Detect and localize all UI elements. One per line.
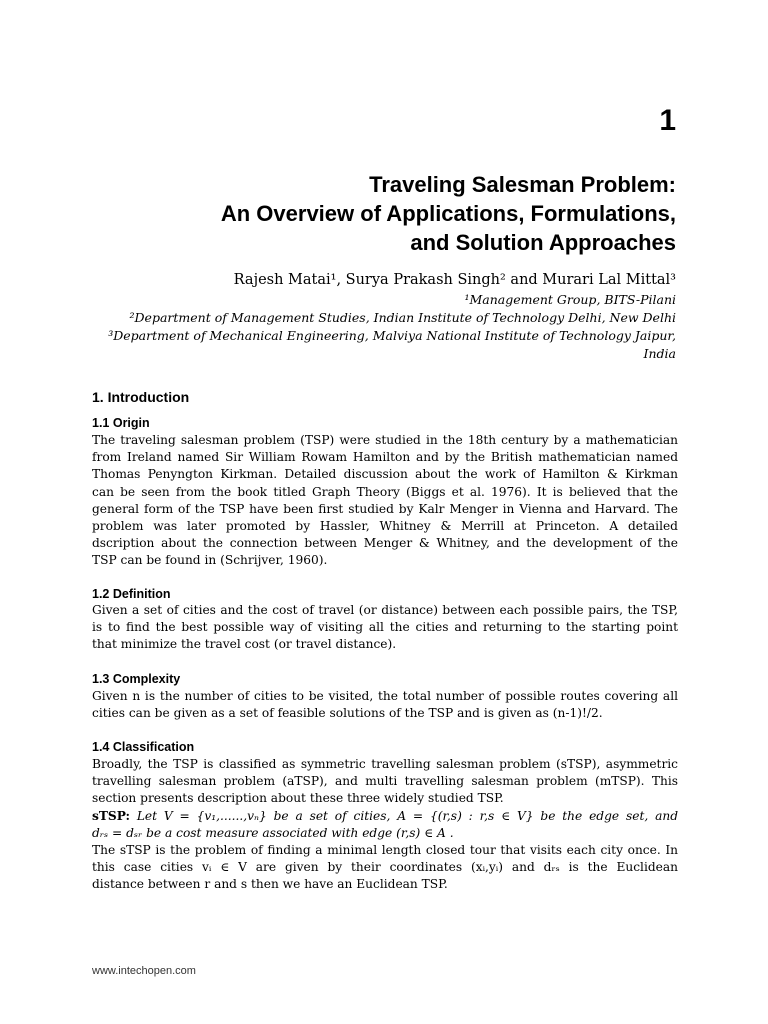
footer-url[interactable]: www.intechopen.com bbox=[92, 965, 196, 977]
paragraph-definition bbox=[92, 602, 678, 654]
stsp-label: sTSP: bbox=[92, 808, 130, 823]
text-line: can be seen from the book titled Graph Theory (Biggs et al. 1976). It is believed that the bbox=[92, 484, 678, 499]
paragraph-classification bbox=[92, 756, 678, 894]
text-line: Given n is the number of cities to be visited, the total number of possible routes covering all bbox=[92, 689, 678, 703]
title-line: Traveling Salesman Problem: bbox=[369, 172, 676, 197]
subsection-heading-complexity: 1.3 Complexity bbox=[92, 672, 181, 686]
text-line: Thomas Penyngton Kirkman. Detailed discussion about the work of Hamilton & Kirkman bbox=[92, 467, 678, 482]
text-line: section presents description about these three widely studied TSP. bbox=[92, 791, 504, 806]
subsection-heading-classification: 1.4 Classification bbox=[92, 740, 195, 754]
text-line: this case cities vᵢ ∈ V are given by their coordinates (xᵢ,yᵢ) and dᵣₛ is the Euclidean bbox=[92, 860, 678, 875]
affiliations bbox=[36, 291, 676, 363]
paragraph-origin bbox=[92, 432, 678, 570]
text-line: distance between r and s then we have an Euclidean TSP. bbox=[92, 877, 448, 892]
text-line: Broadly, the TSP is classified as symmetric travelling salesman problem (sTSP), asymmetric bbox=[92, 757, 678, 771]
title-line: and Solution Approaches bbox=[410, 230, 676, 255]
stsp-cost-definition: dᵣₛ = dₛᵣ be a cost measure associated with edge (r,s) ∈ A . bbox=[92, 825, 454, 840]
text-line: is to find the best possible way of visiting all the cities and returning to the starting point bbox=[92, 620, 678, 635]
chapter-title bbox=[56, 170, 676, 257]
stsp-definition-line bbox=[92, 808, 678, 825]
subsection-heading-origin: 1.1 Origin bbox=[92, 416, 150, 430]
text-line: that minimize the travel cost (or travel distance). bbox=[92, 637, 397, 652]
stsp-set-definition: Let V = {v₁,......,vₙ} be a set of cities, A = {(r,s) : r,s ∈ V} be the edge set, and bbox=[136, 808, 678, 823]
section-heading-introduction: 1. Introduction bbox=[92, 389, 190, 405]
title-line: An Overview of Applications, Formulations, bbox=[220, 201, 676, 226]
text-line: travelling salesman problem (aTSP), and multi travelling salesman problem (mTSP). This bbox=[92, 774, 678, 789]
paragraph-complexity bbox=[92, 688, 678, 722]
text-line: general form of the TSP have been first studied by Kalr Menger in Vienna and Harvard. The bbox=[92, 501, 678, 516]
affiliation-3-country: India bbox=[643, 346, 676, 361]
chapter-number: 1 bbox=[659, 104, 676, 137]
text-line: dscription about the connection between Menger & Whitney, and the development of the bbox=[92, 536, 678, 551]
affiliation-2: ²Department of Management Studies, Indian Institute of Technology Delhi, New Delhi bbox=[129, 310, 676, 325]
text-line: from Ireland named Sir William Rowam Hamilton and by the British mathematician named bbox=[92, 450, 678, 465]
text-line: The traveling salesman problem (TSP) were studied in the 18th century by a mathematician bbox=[92, 433, 678, 447]
affiliation-1: ¹Management Group, BITS-Pilani bbox=[464, 292, 676, 307]
subsection-heading-definition: 1.2 Definition bbox=[92, 587, 171, 601]
text-line: problem was later promoted by Hassler, Whitney & Merrill at Princeton. A detailed bbox=[92, 519, 678, 534]
text-line: Given a set of cities and the cost of travel (or distance) between each possible pairs, the TSP, bbox=[92, 603, 678, 617]
text-line: cities can be given as a set of feasible solutions of the TSP and is given as (n-1)!/2. bbox=[92, 706, 603, 721]
text-line: The sTSP is the problem of finding a minimal length closed tour that visits each city once. In bbox=[92, 843, 678, 858]
authors: Rajesh Matai¹, Surya Prakash Singh² and Murari Lal Mittal³ bbox=[233, 272, 676, 288]
text-line: TSP can be found in (Schrijver, 1960). bbox=[92, 553, 328, 568]
affiliation-3: ³Department of Mechanical Engineering, Malviya National Institute of Technology Jaipur, bbox=[108, 328, 676, 343]
